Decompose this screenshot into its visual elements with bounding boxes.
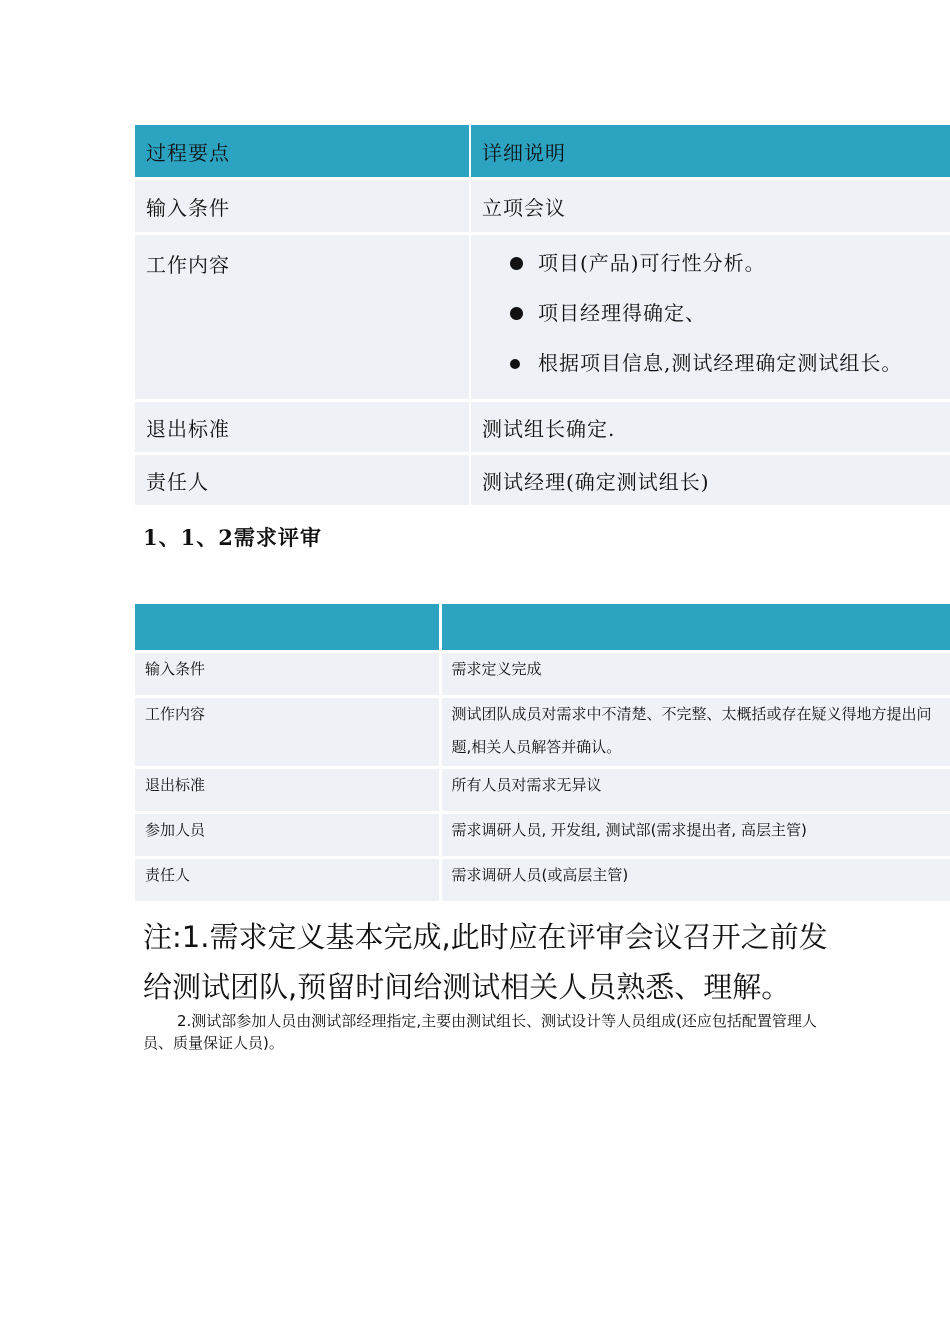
row-value: 测试经理(确定测试组长) [470, 454, 950, 506]
row-value: 所有人员对需求无异议 [440, 768, 950, 813]
row-label: 责任人 [135, 858, 440, 902]
row-label: 参加人员 [135, 813, 440, 858]
list-item-text: 根据项目信息,测试经理确定测试组长。 [538, 351, 903, 375]
process-table [135, 125, 950, 505]
table-header-row [135, 125, 950, 179]
list-item [510, 349, 950, 399]
requirements-review-table [135, 604, 950, 901]
header-cell-description: 详细说明 [470, 125, 950, 179]
list-item-text: 项目(产品)可行性分析。 [538, 251, 766, 275]
row-value: 立项会议 [470, 179, 950, 234]
header-cell [135, 604, 440, 652]
table-row [135, 697, 950, 768]
row-value: 需求定义完成 [440, 652, 950, 697]
bullet-icon [510, 359, 520, 369]
table-row [135, 813, 950, 858]
bullet-list [482, 249, 950, 399]
list-item [510, 249, 950, 299]
list-item-text: 项目经理得确定、 [538, 301, 706, 325]
row-value: 测试团队成员对需求中不清楚、不完整、太概括或存在疑义得地方提出问题,相关人员解答并确认。 [440, 697, 950, 768]
table-row [135, 234, 950, 401]
table-row [135, 768, 950, 813]
row-label: 退出标准 [135, 401, 470, 454]
table-row [135, 652, 950, 697]
table-row [135, 401, 950, 454]
header-cell-key-points: 过程要点 [135, 125, 470, 179]
table-row [135, 858, 950, 902]
section-heading: 1、1、2需求评审 [143, 525, 322, 550]
row-label: 责任人 [135, 454, 470, 506]
row-label: 输入条件 [135, 179, 470, 234]
table-row [135, 454, 950, 506]
header-cell [440, 604, 950, 652]
row-value: 需求调研人员, 开发组, 测试部(需求提出者, 高层主管) [440, 813, 950, 858]
table-header-row [135, 604, 950, 652]
note-paragraph-2: 2.测试部参加人员由测试部经理指定,主要由测试组长、测试设计等人员组成(还应包括配置管理人员、质量保证人员)。 [143, 1012, 817, 1052]
row-label: 输入条件 [135, 652, 440, 697]
row-value-list-cell [470, 234, 950, 401]
table-row [135, 179, 950, 234]
row-label: 退出标准 [135, 768, 440, 813]
row-label: 工作内容 [135, 234, 470, 401]
note-paragraph-1: 注:1.需求定义基本完成,此时应在评审会议召开之前发给测试团队,预留时间给测试相关人员熟悉、理解。 [143, 920, 828, 1004]
bullet-icon [510, 307, 523, 320]
row-value: 测试组长确定. [470, 401, 950, 454]
row-label: 工作内容 [135, 697, 440, 768]
row-value: 需求调研人员(或高层主管) [440, 858, 950, 902]
list-item [510, 299, 950, 349]
bullet-icon [510, 257, 523, 270]
